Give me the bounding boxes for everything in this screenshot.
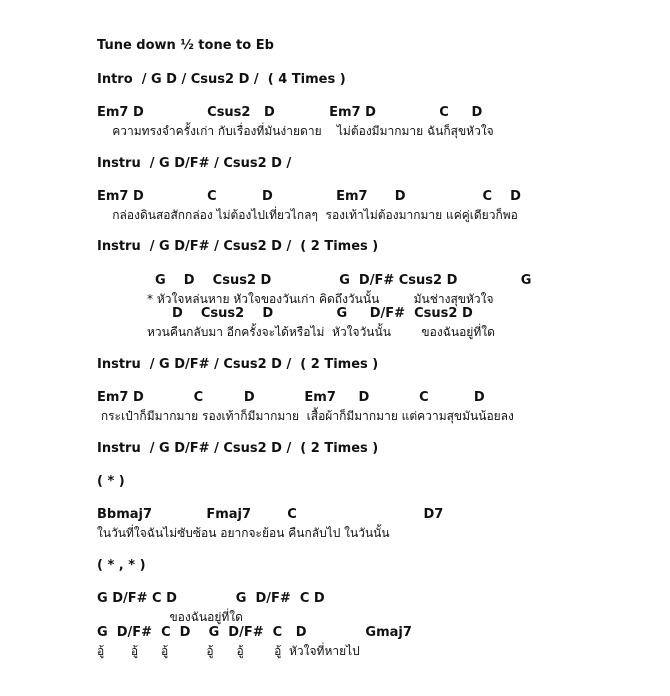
outro-lyrics-1: ของฉันอยู่ที่ใด <box>97 610 243 624</box>
instru3-line: Instru / G D/F# / Csus2 D / ( 2 Times ) <box>97 357 379 372</box>
verse3-lyrics: กระเป๋าก็มีมากมาย รองเท้าก็มีมากมาย เสื้อผ้าก็มีมากมาย แต่ความสุขมันน้อยลง <box>97 409 514 423</box>
instru2-line: Instru / G D/F# / Csus2 D / ( 2 Times ) <box>97 239 379 254</box>
outro-chords-2: G D/F# C D G D/F# C D Gmaj7 <box>97 625 412 640</box>
bridge-chords: Bbmaj7 Fmaj7 C D7 <box>97 507 444 522</box>
chorus-lyrics-1: * หัวใจหล่นหาย หัวใจของวันเก่า คิดถึงวันนั้น มันช่างสุขหัวใจ <box>147 292 494 306</box>
chorus-chords-1: G D Csus2 D G D/F# Csus2 D G <box>155 273 532 288</box>
outro-chords-1: G D/F# C D G D/F# C D <box>97 591 325 606</box>
chorus-lyrics-2: หวนคืนกลับมา อีกครั้งจะได้หรือไม่ หัวใจวันนั้น ของฉันอยู่ที่ใด <box>147 325 495 339</box>
verse2-chords: Em7 D C D Em7 D C D <box>97 189 521 204</box>
intro-line: Intro / G D / Csus2 D / ( 4 Times ) <box>97 72 346 87</box>
bridge-lyrics: ในวันที่ใจฉันไม่ซับซ้อน อยากจะย้อน คืนกลับไป ในวันนั้น <box>97 526 390 540</box>
instru1-line: Instru / G D/F# / Csus2 D / <box>97 156 292 171</box>
tuning-note: Tune down ½ tone to Eb <box>97 38 274 53</box>
verse3-chords: Em7 D C D Em7 D C D <box>97 390 485 405</box>
instru4-line: Instru / G D/F# / Csus2 D / ( 2 Times ) <box>97 441 379 456</box>
repeat-marker-1: ( * ) <box>97 474 125 489</box>
repeat-marker-2: ( * , * ) <box>97 558 146 573</box>
verse1-chords: Em7 D Csus2 D Em7 D C D <box>97 105 483 120</box>
outro-lyrics-2: อู้ อู้ อู้ อู้ อู้ อู้ หัวใจที่หายไป <box>97 644 360 658</box>
verse1-lyrics: ความทรงจำครั้งเก่า กับเรื่องที่มันง่ายดาย ไม่ต้องมีมากมาย ฉันก็สุขหัวใจ <box>97 124 494 138</box>
verse2-lyrics: กล่องดินสอสักกล่อง ไม่ต้องไปเที่ยวไกลๆ รองเท้าไม่ต้องมากมาย แค่คู่เดียวก็พอ <box>97 208 518 222</box>
chorus-chords-2: D Csus2 D G D/F# Csus2 D <box>172 306 473 321</box>
